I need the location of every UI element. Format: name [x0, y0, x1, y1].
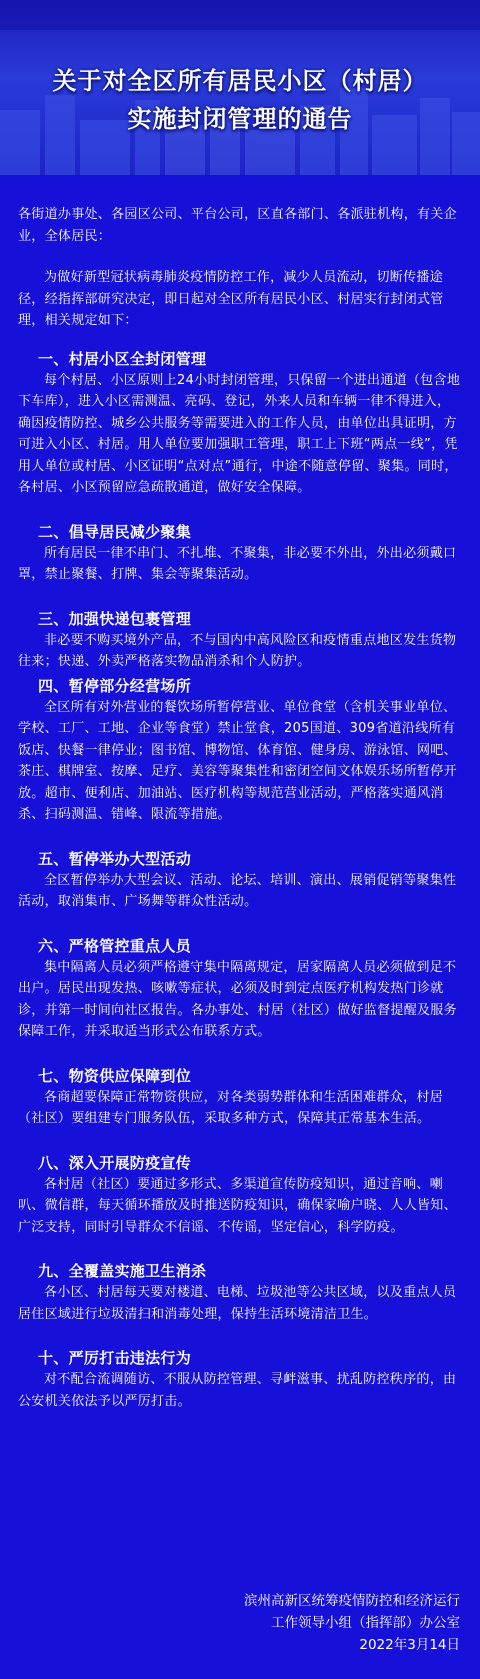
- signature-block: [244, 1590, 460, 1656]
- section-title: 十、严厉打击违法行为: [38, 1349, 192, 1367]
- section-7: [18, 1065, 463, 1130]
- section-body: 各小区、村居每天要对楼道、电梯、垃圾池等公共区域，以及重点人员居住区域进行垃圾清扫和消毒处理，保持生活环境清洁卫生。: [18, 1285, 457, 1322]
- section-body: 每个村居、小区原则上24小时封闭管理，只保留一个进出通道（包含地下车库），进入小区需测温、亮码、登记，外来人员和车辆一律不得进入，确因疫情防控、城乡公共服务等需要进入的工作人员，由单位出具证明，方可进入小区、村居。用人单位要加强职工管理，职工上下班“两点一线”，凭用人单位或村居、小区证明“点对点”通行，中途不随意停留、聚集。同时，各村居、小区预留应急疏散通道，做好安全保障。: [18, 372, 461, 495]
- section-2: [18, 521, 463, 586]
- section-body: 集中隔离人员必须严格遵守集中隔离规定，居家隔离人员必须做到足不出户。居民出现发热、咳嗽等症状，必须及时到定点医疗机构发热门诊就诊，并第一时间向社区报告。各办事处、村居（社区）做好监督提醒及服务保障工作，并采取适当形式公布联系方式。: [18, 959, 457, 1039]
- section-9: [18, 1260, 463, 1325]
- section-title: 四、暂停部分经营场所: [38, 676, 192, 695]
- section-title: 八、深入开展防疫宣传: [38, 1153, 192, 1172]
- section-1: [18, 348, 463, 499]
- notice-body: [18, 204, 463, 1434]
- title-line-1: 关于对全区所有居民小区（村居）: [52, 66, 428, 95]
- section-5: [18, 848, 463, 913]
- section-8: [18, 1152, 463, 1239]
- issue-date: 2022年3月14日: [359, 1637, 460, 1653]
- section-10: [18, 1347, 463, 1412]
- addressee: 各街道办事处、各园区公司、平台公司，区直各部门、各派驻机构，有关企业，全体居民：: [18, 207, 457, 244]
- section-title: 二、倡导居民减少聚集: [38, 522, 192, 541]
- section-title: 五、暂停举办大型活动: [38, 849, 192, 868]
- section-body: 全区暂停举办大型会议、活动、论坛、培训、演出、展销促销等聚集性活动，取消集市、广场舞等群众性活动。: [18, 872, 457, 909]
- section-3: [18, 608, 463, 673]
- header-banner: [0, 0, 480, 175]
- section-title: 七、物资供应保障到位: [38, 1066, 192, 1085]
- page-title: [0, 62, 480, 138]
- section-body: 对不配合流调随访、不服从防控管理、寻衅滋事、扰乱防控秩序的，由公安机关依法予以严厉打击。: [18, 1372, 457, 1409]
- section-body: 所有居民一律不串门、不扎堆、不聚集，非必要不外出，外出必须戴口罩，禁止聚餐、打牌、集会等聚集活动。: [18, 545, 457, 582]
- issuer-line-2: 工作领导小组（指挥部）办公室: [271, 1615, 460, 1631]
- section-title: 三、加强快递包裹管理: [38, 609, 192, 628]
- intro-paragraph: 为做好新型冠状病毒肺炎疫情防控工作，减少人员流动，切断传播途径，经指挥部研究决定，即日起对全区所有居民小区、村居实行封闭式管理，相关规定如下：: [18, 270, 444, 328]
- section-title: 九、全覆盖实施卫生消杀: [38, 1262, 207, 1280]
- section-body: 各商超要保障正常物资供应，对各类弱势群体和生活困难群众，村居（社区）要组建专门服务队伍，采取多种方式，保障其正常基本生活。: [18, 1089, 444, 1126]
- title-line-2: 实施封闭管理的通告: [127, 104, 353, 133]
- issuer-line-1: 滨州高新区统筹疫情防控和经济运行: [244, 1593, 460, 1609]
- section-title: 六、严格管控重点人员: [38, 936, 192, 955]
- section-body: 各村居（社区）要通过多形式、多渠道宣传防疫知识，通过音响、喇叭、微信群，每天循环播放及时推送防疫知识，确保家喻户晓、人人皆知、广泛支持，同时引导群众不信谣、不传谣，坚定信心，科学防疫。: [18, 1176, 457, 1235]
- section-body: 全区所有对外营业的餐饮场所暂停营业、单位食堂（含机关事业单位、学校、工厂、工地、企业等食堂）禁止堂食，205国道、309省道沿线所有饭店、快餐一律停业；图书馆、博物馆、体育馆、健身房、游泳馆、网吧、茶庄、棋牌室、按摩、足疗、美容等聚集性和密闭空间文体娱乐场所暂停开放。超市、便利店、加油站、医疗机构等规范营业活动，严格落实通风消杀、扫码测温、错峰、限流等措施。: [18, 699, 457, 822]
- section-body: 非必要不购买境外产品，不与国内中高风险区和疫情重点地区发生货物往来；快递、外卖严格落实物品消杀和个人防护。: [18, 632, 457, 669]
- section-4: [18, 675, 463, 826]
- section-6: [18, 935, 463, 1043]
- section-title: 一、村居小区全封闭管理: [38, 349, 207, 368]
